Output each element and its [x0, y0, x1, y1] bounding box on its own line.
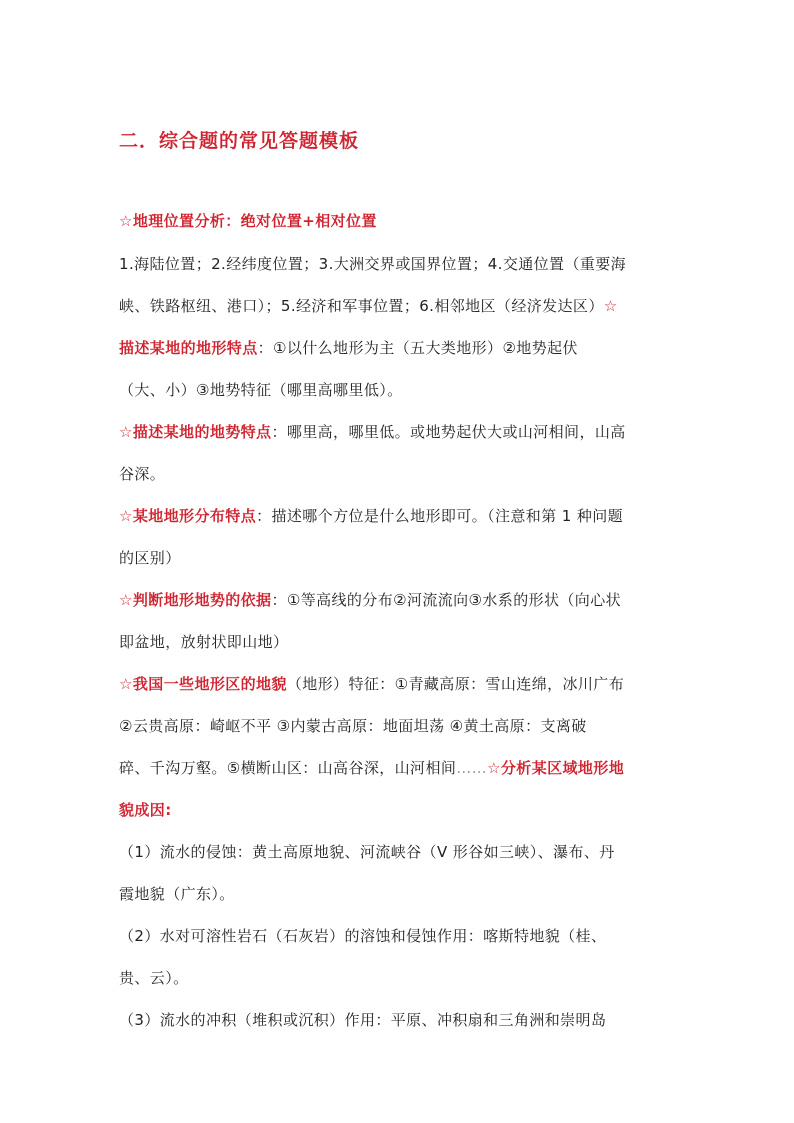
highlight-text: 描述某地的地形特点 — [119, 339, 258, 357]
text-line — [119, 758, 624, 778]
text-line — [119, 1010, 606, 1030]
text-line — [119, 422, 626, 442]
text-segment: ：哪里高，哪里低。或地势起伏大或山河相间，山高 — [271, 423, 626, 441]
highlight-text: ☆ — [603, 297, 618, 315]
text-segment: （1）流水的侵蚀：黄土高原地貌、河流峡谷（V 形谷如三峡）、瀑布、丹 — [119, 843, 615, 861]
text-segment: ：描述哪个方位是什么地形即可。（注意和第 1 种问题 — [256, 507, 624, 525]
text-line — [119, 674, 624, 694]
text-line — [119, 296, 618, 316]
highlight-text: ☆分析某区域地形地 — [487, 759, 625, 777]
text-line — [119, 968, 189, 988]
text-segment: …… — [456, 759, 488, 777]
text-segment: （3）流水的冲积（堆积或沉积）作用：平原、冲积扇和三角洲和崇明岛 — [119, 1011, 607, 1029]
text-line — [119, 464, 165, 484]
text-line — [119, 548, 181, 568]
highlight-text: ☆判断地形地势的依据 — [119, 591, 272, 609]
text-line — [119, 884, 235, 904]
text-segment: 霞地貌（广东）。 — [119, 885, 235, 903]
text-segment: ②云贵高原：崎岖不平 ③内蒙古高原：地面坦荡 ④黄土高原：支离破 — [119, 717, 587, 735]
highlight-text: ☆某地地形分布特点 — [119, 507, 257, 525]
highlight-text: ☆描述某地的地势特点 — [119, 423, 272, 441]
text-segment: 即盆地，放射状即山地） — [119, 633, 289, 651]
text-segment: 谷深。 — [119, 465, 166, 483]
text-line — [119, 590, 621, 610]
text-line — [119, 380, 403, 400]
text-line — [119, 800, 172, 820]
text-segment: （地形）特征：①青藏高原：雪山连绵，冰川广布 — [286, 675, 625, 693]
text-line — [119, 842, 615, 862]
text-segment: （大、小）③地势特征（哪里高哪里低）。 — [119, 381, 403, 399]
text-segment: 峡、铁路枢纽、港口）；5.经济和军事位置；6.相邻地区（经济发达区） — [119, 297, 604, 315]
text-line — [119, 716, 587, 736]
text-line — [119, 632, 288, 652]
text-segment: ：①等高线的分布②河流流向③水系的形状（向心状 — [271, 591, 621, 609]
text-segment: 贵、云）。 — [119, 969, 189, 987]
text-segment: 碎、千沟万壑。⑤横断山区：山高谷深，山河相间 — [119, 759, 457, 777]
text-line — [119, 211, 377, 231]
highlight-text: 貌成因: — [119, 801, 172, 819]
text-segment: 的区别） — [119, 549, 181, 567]
text-segment: （2）水对可溶性岩石（石灰岩）的溶蚀和侵蚀作用：喀斯特地貌（桂、 — [119, 927, 607, 945]
text-segment: 1.海陆位置；2.经纬度位置；3.大洲交界或国界位置；4.交通位置（重要海 — [119, 255, 627, 273]
highlight-text: ☆地理位置分析：绝对位置+相对位置 — [119, 212, 377, 230]
text-line — [119, 506, 623, 526]
text-line — [119, 338, 578, 358]
section-heading: 二．综合题的常见答题模板 — [119, 130, 360, 152]
highlight-text: ☆我国一些地形区的地貌 — [119, 675, 287, 693]
text-segment: ：①以什么地形为主（五大类地形）②地势起伏 — [257, 339, 578, 357]
text-line — [119, 254, 626, 274]
text-line — [119, 926, 606, 946]
